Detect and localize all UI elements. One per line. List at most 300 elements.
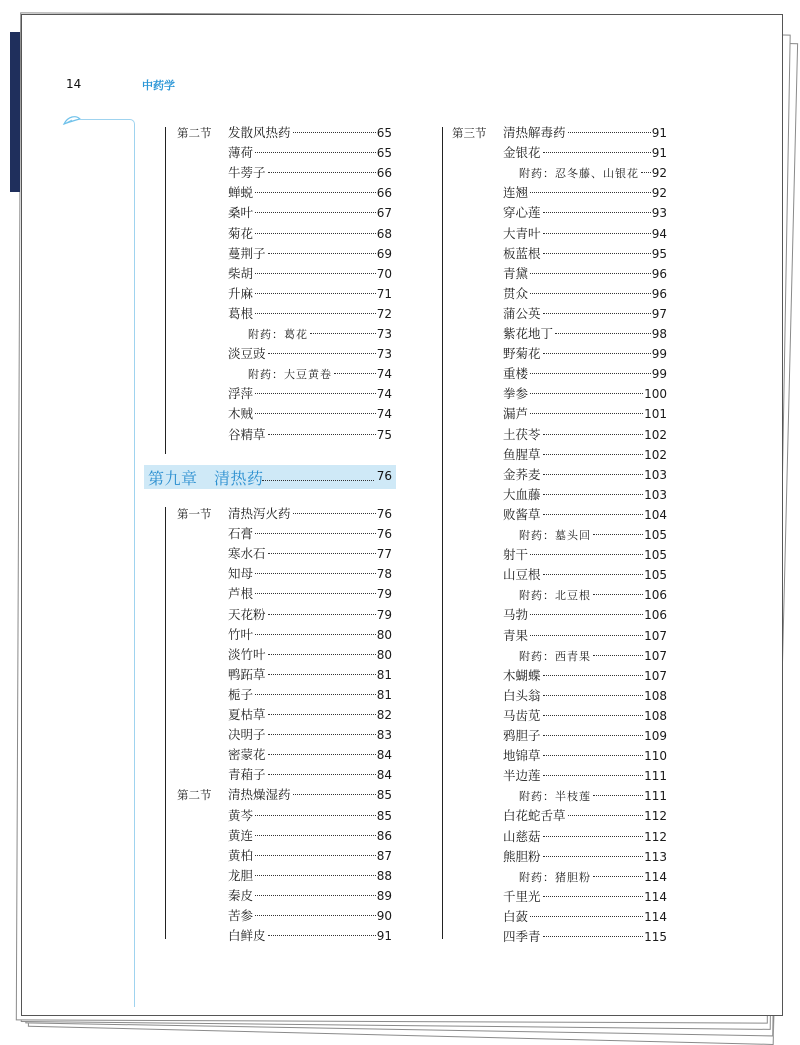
entry-page: 96 <box>651 286 667 301</box>
leader-dots <box>255 894 376 896</box>
entry-name: 蝉蜕 <box>228 185 254 201</box>
toc-entry[interactable] <box>503 465 667 485</box>
toc-sub-entry[interactable] <box>519 585 667 605</box>
entry-name: 黄芩 <box>228 807 254 823</box>
entry-page: 99 <box>651 347 667 362</box>
entry-page: 114 <box>644 889 667 904</box>
entry-page: 80 <box>376 627 392 642</box>
entry-page: 67 <box>376 206 392 221</box>
toc-entry[interactable] <box>228 183 392 203</box>
entry-name: 四季青 <box>503 929 541 944</box>
leader-dots <box>530 613 643 615</box>
toc-sub-entry[interactable] <box>519 867 667 887</box>
toc-sub-entry[interactable] <box>519 786 667 806</box>
entry-name: 鸦胆子 <box>503 728 541 743</box>
toc-entry[interactable] <box>228 866 392 886</box>
entry-name: 菊花 <box>228 225 254 241</box>
toc-entry[interactable] <box>228 826 392 846</box>
entry-page: 91 <box>376 929 392 944</box>
entry-name: 败酱草 <box>503 506 541 522</box>
entry-name: 石膏 <box>228 526 254 542</box>
entry-page: 91 <box>651 146 667 161</box>
entry-name: 附药：猪胆粉 <box>519 870 591 884</box>
entry-name: 贯众 <box>503 285 529 301</box>
entry-name: 葛根 <box>228 305 254 321</box>
toc-entry[interactable] <box>228 344 392 364</box>
entry-name: 大血藤 <box>503 486 541 502</box>
toc-entry[interactable] <box>503 505 667 525</box>
toc-entry[interactable] <box>503 284 667 304</box>
entry-name: 寒水石 <box>228 546 266 562</box>
entry-page: 69 <box>376 246 392 261</box>
toc-page <box>21 14 783 1016</box>
leaf-ornament-icon <box>62 114 82 126</box>
toc-entry[interactable] <box>503 344 667 364</box>
leader-dots <box>543 855 644 857</box>
entry-name: 重楼 <box>503 366 529 382</box>
leader-dots <box>543 151 651 153</box>
leader-dots <box>543 835 644 837</box>
entry-name: 白头翁 <box>503 687 541 703</box>
toc-entry[interactable] <box>228 404 392 424</box>
entry-page: 66 <box>376 186 392 201</box>
entry-page: 111 <box>644 789 667 804</box>
section-label: 第二节 <box>177 126 212 140</box>
leader-dots <box>543 493 644 495</box>
toc-entry[interactable] <box>503 746 667 766</box>
toc-entry[interactable] <box>503 485 667 505</box>
leader-dots <box>530 272 651 274</box>
toc-sub-entry[interactable] <box>519 163 667 183</box>
toc-entry[interactable] <box>503 626 667 646</box>
entry-page: 112 <box>644 829 667 844</box>
column-rule <box>165 127 166 454</box>
entry-page: 110 <box>644 749 667 764</box>
toc-entry[interactable] <box>228 564 392 584</box>
entry-name: 马齿苋 <box>503 707 541 723</box>
leader-dots <box>268 753 376 755</box>
toc-entry[interactable] <box>503 686 667 706</box>
toc-sub-entry[interactable] <box>248 364 392 384</box>
toc-entry[interactable] <box>228 264 392 284</box>
toc-entry[interactable] <box>503 304 667 324</box>
leader-dots <box>255 693 376 695</box>
entry-name: 秦皮 <box>228 887 254 903</box>
entry-page: 76 <box>376 527 392 542</box>
entry-page: 74 <box>376 407 392 422</box>
page-number: 14 <box>66 77 82 91</box>
entry-page: 85 <box>376 808 392 823</box>
toc-entry[interactable] <box>503 264 667 284</box>
entry-name: 清热解毒药 <box>503 125 566 140</box>
entry-page: 65 <box>376 146 392 161</box>
toc-entry[interactable] <box>228 143 392 163</box>
toc-entry[interactable] <box>228 524 392 544</box>
entry-name: 附药：北豆根 <box>519 589 591 603</box>
leader-dots <box>530 372 651 374</box>
section-label: 第一节 <box>177 507 212 521</box>
toc-entry[interactable] <box>503 224 667 244</box>
entry-name: 青葙子 <box>228 767 266 783</box>
entry-page: 113 <box>644 849 667 864</box>
leader-dots <box>268 773 376 775</box>
entry-page: 90 <box>376 909 392 923</box>
entry-name: 柴胡 <box>228 265 254 281</box>
leader-dots <box>543 352 651 354</box>
entry-name: 蔓荆子 <box>228 245 266 261</box>
leader-dots <box>268 673 376 675</box>
entry-name: 熊胆粉 <box>503 848 541 864</box>
toc-entry[interactable] <box>228 846 392 866</box>
toc-entry[interactable] <box>177 785 392 805</box>
entry-page: 93 <box>651 206 667 221</box>
chapter-title: 第九章 清热药 <box>148 469 264 488</box>
toc-entry[interactable] <box>228 544 392 564</box>
entry-page: 103 <box>644 467 667 482</box>
toc-entry[interactable] <box>503 847 667 867</box>
leader-dots <box>255 874 376 876</box>
leader-dots <box>268 352 376 354</box>
entry-name: 木蝴蝶 <box>503 667 541 683</box>
leader-dots <box>334 372 376 374</box>
entry-page: 92 <box>651 166 667 181</box>
leader-dots <box>543 734 644 736</box>
toc-entry[interactable] <box>228 685 392 705</box>
entry-page: 87 <box>376 848 392 863</box>
entry-name: 土茯苓 <box>503 426 541 442</box>
entry-page: 91 <box>651 126 667 140</box>
leader-dots <box>255 633 376 635</box>
leader-dots <box>255 392 376 394</box>
leader-dots <box>543 211 651 213</box>
toc-entry[interactable] <box>228 625 392 645</box>
entry-name: 发散风热药 <box>228 125 291 140</box>
toc-entry[interactable] <box>228 926 392 946</box>
column-rule <box>165 507 166 939</box>
toc-entry[interactable] <box>228 284 392 304</box>
toc-entry[interactable] <box>503 827 667 847</box>
leader-dots <box>530 412 643 414</box>
toc-entry[interactable] <box>503 203 667 223</box>
entry-page: 105 <box>644 528 667 542</box>
toc-entry[interactable] <box>228 705 392 725</box>
entry-page: 108 <box>644 708 667 723</box>
entry-name: 白蔹 <box>503 908 529 924</box>
entry-name: 白鲜皮 <box>228 928 266 944</box>
entry-page: 105 <box>644 568 667 583</box>
entry-name: 知母 <box>228 566 254 582</box>
toc-entry[interactable] <box>503 425 667 445</box>
toc-entry[interactable] <box>228 806 392 826</box>
entry-page: 109 <box>644 729 667 743</box>
entry-page: 104 <box>644 507 667 522</box>
leader-dots <box>255 592 376 594</box>
entry-name: 马勃 <box>503 607 529 623</box>
entry-page: 81 <box>376 687 392 702</box>
toc-entry[interactable] <box>503 887 667 907</box>
entry-page: 112 <box>644 809 667 824</box>
entry-page: 107 <box>644 648 667 663</box>
running-header: 中药学 <box>142 79 175 92</box>
entry-name: 附药：忍冬藤、山银花 <box>519 167 639 181</box>
entry-page: 106 <box>644 608 667 623</box>
entry-page: 84 <box>376 768 392 783</box>
entry-name: 附药：西青果 <box>519 649 591 663</box>
entry-name: 蒲公英 <box>503 305 541 321</box>
leader-dots <box>543 312 651 314</box>
toc-entry[interactable] <box>503 364 667 384</box>
entry-name: 附药：半枝莲 <box>519 790 591 804</box>
toc-sub-entry[interactable] <box>519 646 667 666</box>
entry-page: 73 <box>376 327 392 341</box>
entry-page: 99 <box>651 367 667 382</box>
toc-entry[interactable] <box>503 384 667 404</box>
toc-entry[interactable] <box>177 504 392 524</box>
leader-dots <box>543 433 644 435</box>
entry-page: 82 <box>376 708 392 722</box>
toc-entry[interactable] <box>228 425 392 445</box>
leader-dots <box>293 131 376 133</box>
leader-dots <box>268 733 376 735</box>
column-rule <box>442 127 443 939</box>
leader-dots <box>255 292 376 294</box>
leader-dots <box>530 553 643 555</box>
toc-entry[interactable] <box>503 706 667 726</box>
entry-name: 牛蒡子 <box>228 165 266 181</box>
entry-name: 金荞麦 <box>503 466 541 482</box>
toc-entry[interactable] <box>228 584 392 604</box>
book-cover-edge <box>10 32 20 192</box>
entry-page: 66 <box>376 166 392 181</box>
leader-dots <box>268 713 376 715</box>
leader-dots <box>268 433 376 435</box>
leader-dots <box>268 613 376 615</box>
leader-dots <box>255 814 376 816</box>
toc-entry[interactable] <box>503 907 667 927</box>
entry-page: 102 <box>644 447 667 462</box>
toc-entry[interactable] <box>503 666 667 686</box>
entry-name: 附药：墓头回 <box>519 529 591 542</box>
leader-dots <box>268 934 376 936</box>
entry-page: 111 <box>644 769 667 784</box>
toc-entry[interactable] <box>228 745 392 765</box>
entry-name: 薄荷 <box>228 145 254 161</box>
toc-entry[interactable] <box>503 545 667 565</box>
toc-entry[interactable] <box>228 886 392 906</box>
entry-page: 72 <box>376 306 392 321</box>
entry-name: 谷精草 <box>228 426 266 442</box>
toc-entry[interactable] <box>503 324 667 344</box>
leader-dots <box>530 915 643 917</box>
entry-name: 浮萍 <box>228 386 254 402</box>
toc-entry[interactable] <box>503 726 667 746</box>
entry-name: 栀子 <box>228 686 254 702</box>
section-label: 第二节 <box>177 788 212 803</box>
toc-entry[interactable] <box>503 766 667 786</box>
entry-name: 清热泻火药 <box>228 506 291 521</box>
toc-entry[interactable] <box>228 304 392 324</box>
entry-name: 板蓝根 <box>503 245 541 261</box>
entry-name: 清热燥湿药 <box>228 787 291 803</box>
toc-entry[interactable] <box>503 605 667 625</box>
leader-dots <box>593 533 643 535</box>
toc-entry[interactable] <box>228 203 392 223</box>
toc-entry[interactable] <box>228 665 392 685</box>
toc-sub-entry[interactable] <box>248 324 392 344</box>
toc-entry[interactable] <box>228 244 392 264</box>
entry-name: 升麻 <box>228 285 254 301</box>
leader-dots <box>255 272 376 274</box>
entry-page: 78 <box>376 567 392 582</box>
entry-name: 漏芦 <box>503 406 529 422</box>
toc-entry[interactable] <box>503 927 667 947</box>
leader-dots <box>255 532 376 534</box>
leader-dots <box>555 332 651 334</box>
entry-name: 附药：葛花 <box>248 328 308 341</box>
leader-dots <box>530 392 643 394</box>
entry-name: 山慈菇 <box>503 828 541 844</box>
entry-name: 黄连 <box>228 827 254 843</box>
entry-name: 野菊花 <box>503 346 541 362</box>
toc-entry[interactable] <box>228 605 392 625</box>
toc-entry[interactable] <box>503 183 667 203</box>
entry-page: 85 <box>376 788 392 803</box>
toc-entry[interactable] <box>452 123 667 143</box>
entry-name: 木贼 <box>228 406 254 422</box>
entry-page: 71 <box>376 286 392 301</box>
entry-page: 65 <box>376 126 392 140</box>
entry-name: 山豆根 <box>503 567 541 583</box>
toc-entry[interactable] <box>503 806 667 826</box>
entry-page: 103 <box>644 487 667 502</box>
toc-entry[interactable] <box>228 163 392 183</box>
entry-page: 80 <box>376 647 392 662</box>
leader-dots <box>255 312 376 314</box>
toc-entry[interactable] <box>503 565 667 585</box>
entry-name: 鸭跖草 <box>228 666 266 682</box>
leader-dots <box>568 814 644 816</box>
section-label: 第三节 <box>452 126 487 140</box>
entry-name: 夏枯草 <box>228 707 266 722</box>
entry-name: 苦参 <box>228 908 254 923</box>
entry-name: 半边莲 <box>503 768 541 784</box>
entry-page: 115 <box>644 930 667 944</box>
entry-page: 79 <box>376 587 392 602</box>
entry-name: 决明子 <box>228 727 266 743</box>
leader-dots <box>255 191 376 193</box>
entry-page: 114 <box>644 909 667 924</box>
leader-dots <box>543 473 644 475</box>
entry-name: 千里光 <box>503 888 541 904</box>
chapter-page: 76 <box>376 469 392 483</box>
leader-dots <box>568 131 651 133</box>
entry-page: 101 <box>644 407 667 422</box>
entry-page: 107 <box>644 668 667 683</box>
entry-name: 密蒙花 <box>228 747 266 763</box>
leader-dots <box>255 914 376 916</box>
leader-dots <box>268 171 376 173</box>
leader-dots <box>543 573 644 575</box>
entry-name: 天花粉 <box>228 606 266 622</box>
entry-name: 青黛 <box>503 265 529 281</box>
leader-dots <box>593 654 643 656</box>
toc-entry[interactable] <box>228 906 392 926</box>
entry-page: 77 <box>376 547 392 562</box>
entry-page: 107 <box>644 628 667 643</box>
leader-dots <box>543 714 644 716</box>
leader-dots <box>255 151 376 153</box>
leader-dots <box>268 653 376 655</box>
entry-name: 芦根 <box>228 586 254 602</box>
leader-dots <box>268 252 376 254</box>
toc-entry[interactable] <box>503 445 667 465</box>
entry-page: 73 <box>376 347 392 362</box>
leader-dots <box>310 332 376 334</box>
entry-name: 射干 <box>503 547 529 563</box>
entry-name: 拳参 <box>503 386 529 402</box>
entry-page: 70 <box>376 266 392 281</box>
entry-name: 大青叶 <box>503 225 541 241</box>
entry-page: 106 <box>644 588 667 603</box>
entry-name: 紫花地丁 <box>503 326 554 341</box>
leader-dots <box>530 634 643 636</box>
entry-name: 连翘 <box>503 185 529 201</box>
leader-dots <box>543 453 644 455</box>
toc-entry[interactable] <box>228 384 392 404</box>
toc-entry[interactable] <box>177 123 392 143</box>
toc-entry[interactable] <box>228 645 392 665</box>
leader-dots <box>543 754 644 756</box>
toc-entry[interactable] <box>503 404 667 424</box>
leader-dots <box>543 674 644 676</box>
entry-page: 114 <box>644 869 667 884</box>
entry-page: 75 <box>376 427 392 442</box>
entry-page: 81 <box>376 667 392 682</box>
leader-dots <box>530 191 651 193</box>
entry-page: 100 <box>644 387 667 402</box>
toc-sub-entry[interactable] <box>519 525 667 545</box>
leader-dots <box>593 794 643 796</box>
toc-entry[interactable] <box>228 224 392 244</box>
leader-dots <box>543 935 644 937</box>
chapter-heading[interactable] <box>144 465 396 489</box>
toc-entry[interactable] <box>228 725 392 745</box>
leader-dots <box>262 480 374 481</box>
leader-dots <box>593 875 643 877</box>
entry-name: 鱼腥草 <box>503 446 541 462</box>
leader-dots <box>268 552 376 554</box>
entry-name: 竹叶 <box>228 626 254 642</box>
leader-dots <box>255 211 376 213</box>
toc-entry[interactable] <box>228 765 392 785</box>
entry-name: 淡竹叶 <box>228 646 266 662</box>
toc-entry[interactable] <box>503 143 667 163</box>
leader-dots <box>530 292 651 294</box>
toc-entry[interactable] <box>503 244 667 264</box>
entry-page: 83 <box>376 728 392 743</box>
entry-page: 95 <box>651 246 667 261</box>
entry-name: 地锦草 <box>503 748 541 764</box>
leader-dots <box>593 593 643 595</box>
entry-name: 金银花 <box>503 145 541 161</box>
leader-dots <box>293 793 376 795</box>
leader-dots <box>255 834 376 836</box>
entry-page: 96 <box>651 266 667 281</box>
leader-dots <box>255 854 376 856</box>
leader-dots <box>543 694 644 696</box>
entry-page: 88 <box>376 868 392 883</box>
leader-dots <box>293 512 376 514</box>
